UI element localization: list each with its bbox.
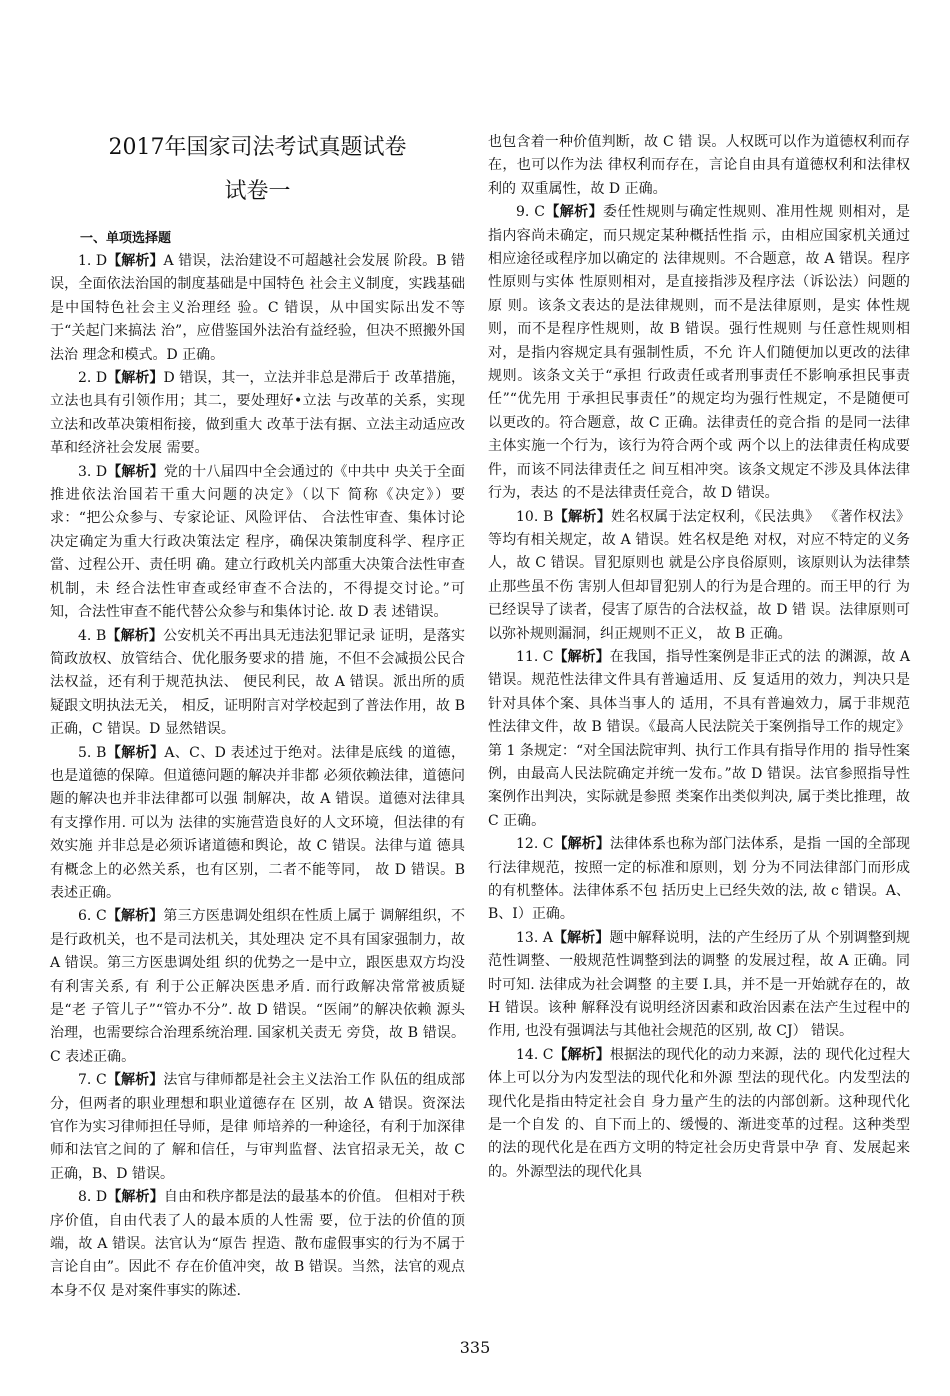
document-title: 2017年国家司法考试真题试卷 xyxy=(108,135,407,160)
answer-number: 10. B xyxy=(516,508,554,525)
answer-number: 1. D xyxy=(78,253,108,269)
answer-number: 7. C xyxy=(78,1072,107,1089)
answer-text: A、C、D 表述过于绝对。法律是底线 的道德，也是道德的保障。但道德问题的解决并非都 必须依赖法律，道德问题的解决也并非法律都可以强 制解决，故 A 错误。道德对法律具有支撑作用. 可以为 法律的实施营造良好的人文环境，但法律的有效实施 并非总是必须诉诸道德和舆论，故 C 错误。法律与道 德具有概念上的必然关系，也有区别，二者不能等同， 故 D 错误。B 表述正确。 xyxy=(50,744,465,901)
answer-paragraph xyxy=(488,506,910,646)
answer-number: 4. B xyxy=(78,627,107,644)
analysis-tag: 【解析】 xyxy=(107,370,164,387)
analysis-tag: 【解析】 xyxy=(107,1189,164,1206)
answer-text: 公安机关不再出具无违法犯罪记录 证明，是落实简政放权、放管结合、优化服务要求的措 施，不但不会减损公民合法权益，还有利于规范执法、 便民利民，故 A 错误。派出所的质疑跟文明执法无关， 相反，证明附言对学校起到了普法作用，故 B 正确，C 错误。D 显然错误。 xyxy=(50,627,465,738)
analysis-tag: 【解析】 xyxy=(553,1046,610,1063)
answer-text: 自由和秩序都是法的最基本的价值。 但相对于秩序价值，自由代表了人的最本质的人性需 要，位于法的价值的顶端，故 A 错误。法官认为“原告 捏造、散布虚假事实的行为不属于言论自由”。因此不 存在价值冲突，故 B 错误。当然，法官的观点本身不仅 是对案件事实的陈述. xyxy=(50,1189,465,1299)
analysis-tag: 【解析】 xyxy=(553,508,612,525)
section-heading: 一、单项选择题 xyxy=(80,231,172,246)
answer-number: 13. A xyxy=(516,929,553,946)
answer-text: 委任性规则与确定性规则、准用性规 则相对，是指内容尚未确定，而只规定某种概括性指 示，由相应国家机关通过相应途径或程序加以确定的 法律规则。不合题意，故 A 错误。程序性原则与实体 性原则相对，是直接指涉及程序法（诉讼法）问题的原 则。该条文表达的是法律规则，而不是法律原则，是实 体性规则，而不是程序性规则，故 B 错误。强行性规则 与任意性规则相对，是指内容规定具有强制性质，不允 许人们随便加以更改的法律规则。该条文关于“承担 行政责任或者刑事责任不影响承担民事责任”“优先用 于承担民事责任”的规定均为强行性规定，不是随便可 以更改的。符合题意，故 C 正确。法律责任的竞合指 的是同一法律主体实施一个行为，该行为符合两个或 两个以上的法律责任构成要件，而该不同法律责任之 间互相冲突。该条文规定不涉及具体法律行为，表达 的不是法律责任竞合，故 D 错误。 xyxy=(488,204,911,502)
answer-paragraph xyxy=(50,250,465,367)
answer-number: 9. C xyxy=(516,204,545,221)
page-number: 335 xyxy=(459,1338,491,1357)
answer-paragraph xyxy=(488,201,910,505)
analysis-tag: 【解析】 xyxy=(553,648,610,665)
answer-paragraph xyxy=(50,367,465,461)
answer-text: 第三方医患调处组织在性质上属于 调解组织，不是行政机关，也不是司法机关，其处理决 定不具有国家强制力，故 A 错误。第三方医患调处组 织的优势之一是中立，跟医患双方均没有利害关系, 有 利于公正解决医患矛盾. 而行政解决常常被质疑是“老 子管儿子”“管办不分”. 故 D 错误。“医闹”的解决依赖 源头治理，也需要综合治理系统治理. 国家机关责无 旁贷，故 B 错误。C 表述正确。 xyxy=(50,908,465,1065)
answer-paragraph xyxy=(50,905,465,1069)
analysis-tag: 【解析】 xyxy=(553,836,610,853)
answer-text: 党的十八届四中全会通过的《中共中 央关于全面推进依法治国若干重大问题的决定》（以下 简称《决定》）要求：“把公众参与、专家论证、风险评估、 合法性审查、集体讨论决定确定为重大行政决策法定 程序，确保决策制度科学、程序正當、过程公开、责任明 确。建立行政机关内部重大决策合法性审查机制，未 经合法性审查或经审查不合法的，不得提交讨论。”可 知，合法性审查不能代替公众参与和集体讨论. 故 D 表 述错误。 xyxy=(50,463,465,621)
answer-number: 6. C xyxy=(78,908,107,925)
analysis-tag: 【解析】 xyxy=(106,744,165,761)
answer-number: 8. D xyxy=(78,1189,108,1206)
analysis-tag: 【解析】 xyxy=(552,929,610,946)
analysis-tag: 【解析】 xyxy=(106,908,164,925)
analysis-tag: 【解析】 xyxy=(544,204,603,221)
answer-paragraph xyxy=(488,131,910,201)
answer-number: 5. B xyxy=(78,744,107,761)
analysis-tag: 【解析】 xyxy=(107,253,164,269)
answer-paragraph xyxy=(50,1186,465,1303)
answer-text: 根据法的现代化的动力来源，法的 现代化过程大体上可以分为内发型法的现代化和外源 型法的现代化。内发型法的现代化是指由特定社会自 身力量产生的法的内部创新。这种现代化是一个自发 的、自下而上的、缓慢的、渐进变革的过程。这种类型 的法的现代化是在西方文明的特定社会历史背景中孕 育、发展起来的。外源型法的现代化具 xyxy=(488,1046,910,1180)
answer-number: 14. C xyxy=(516,1046,554,1063)
answer-number: 11. C xyxy=(516,648,554,665)
answer-paragraph xyxy=(50,625,465,742)
answer-paragraph xyxy=(488,833,910,927)
answer-paragraph xyxy=(50,742,465,906)
answer-paragraph xyxy=(50,1069,465,1186)
analysis-tag: 【解析】 xyxy=(106,1072,164,1089)
answer-text: D 错误，其一，立法并非总是滞后于 改革措施，立法也具有引领作用；其二，要处理好•立法 与改革的关系，实现立法和改革决策相衔接，做到重大 改革于法有据、立法主动适应改革和经济社会发展 需要。 xyxy=(50,370,465,457)
right-column xyxy=(488,131,910,1184)
answer-text: 也包含着一种价值判断，故 C 错 误。人权既可以作为道德权利而存在，也可以作为法 律权利而存在，言论自由具有道德权利和法律权利的 双重属性，故 D 正确。 xyxy=(488,134,910,197)
answer-text: 法律体系也称为部门法体系，是指 一国的全部现行法律规范，按照一定的标准和原则，划 分为不同法律部门而形成的有机整体。法律体系不包 括历史上已经失效的法, 故 c 错误。A、B、I）正确。 xyxy=(488,836,910,923)
answer-paragraph xyxy=(488,927,910,1044)
analysis-tag: 【解析】 xyxy=(107,463,164,480)
right-paragraphs xyxy=(488,131,910,1184)
left-column xyxy=(50,130,465,1303)
answer-number: 3. D xyxy=(78,463,108,480)
answer-number: 2. D xyxy=(78,370,108,387)
answer-text: A 错误，法治建设不可超越社会发展 阶段。B 错误，全面依法治国的制度基础是中国特色 社会主义制度，实践基础是中国特色社会主义治理经 验。C 错误，从中国实际出发不等于“关起门来搞法 治”，应借鉴国外法治有益经验，但决不照搬外国法治 理念和模式。D 正确。 xyxy=(50,253,466,363)
answer-paragraph xyxy=(488,646,910,833)
answer-text: 题中解释说明，法的产生经历了从 个别调整到规范性调整、一般规范性调整到法的调整 的发展过程，故 A 正确。同时可知. 法律成为社会调整 的主要 I.具，并不是一开始就存在的，故 H 错误。该种 解释没有说明经济因素和政治因素在法产生过程中的 作用, 也没有强调法与其他社会规范的区别, 故 CJ） 错误。 xyxy=(488,929,911,1040)
left-paragraphs xyxy=(50,250,465,1303)
answer-paragraph xyxy=(50,461,465,625)
analysis-tag: 【解析】 xyxy=(106,627,164,644)
answer-text: 姓名权属于法定权利，《民法典》 《著作权法》等均有相关规定，故 A 错误。姓名权是绝 对权，对应不特定的义务人，故 C 错误。冒犯原则也 就是公序良俗原则，该原则认为法律禁止那些虽不伤 害别人但却冒犯别人的行为是合理的。而王甲的行 为已经误导了读者，侵害了原告的合法权益，故 D 错 误。法律原则可以弥补规则漏洞，纠正规则不正义， 故 B 正确。 xyxy=(488,508,910,642)
document-subtitle: 试卷一 xyxy=(224,179,291,204)
answer-paragraph xyxy=(488,1044,910,1184)
answer-text: 法官与律师都是社会主义法治工作 队伍的组成部分，但两者的职业理想和职业道德存在 区别，故 A 错误。资深法官作为实习律师担任导师，是律 师培养的一种途径，有利于加深律师和法官之间的了 解和信任，与审判监督、法官招录无关，故 C 正确，B、D 错误。 xyxy=(50,1072,465,1182)
answer-text: 在我国，指导性案例是非正式的法 的渊源，故 A 错误。规范性法律文件具有普遍适用、反 复适用的效力，判决只是针对具体个案、具体当事人的 适用，不具有普遍效力，属于非规范性法律文件，故 B 错误。《最高人民法院关于案例指导工作的规定》第 1 条规定：“对全国法院审判、执行工作具有指导作用的 指导性案例，由最高人民法院确定并统一发布。”故 D 错误。法官参照指导性案例作出判决，实际就是参照 类案作出类似判决, 属于类比推理，故 C 正确。 xyxy=(488,648,910,829)
answer-number: 12. C xyxy=(516,836,554,853)
